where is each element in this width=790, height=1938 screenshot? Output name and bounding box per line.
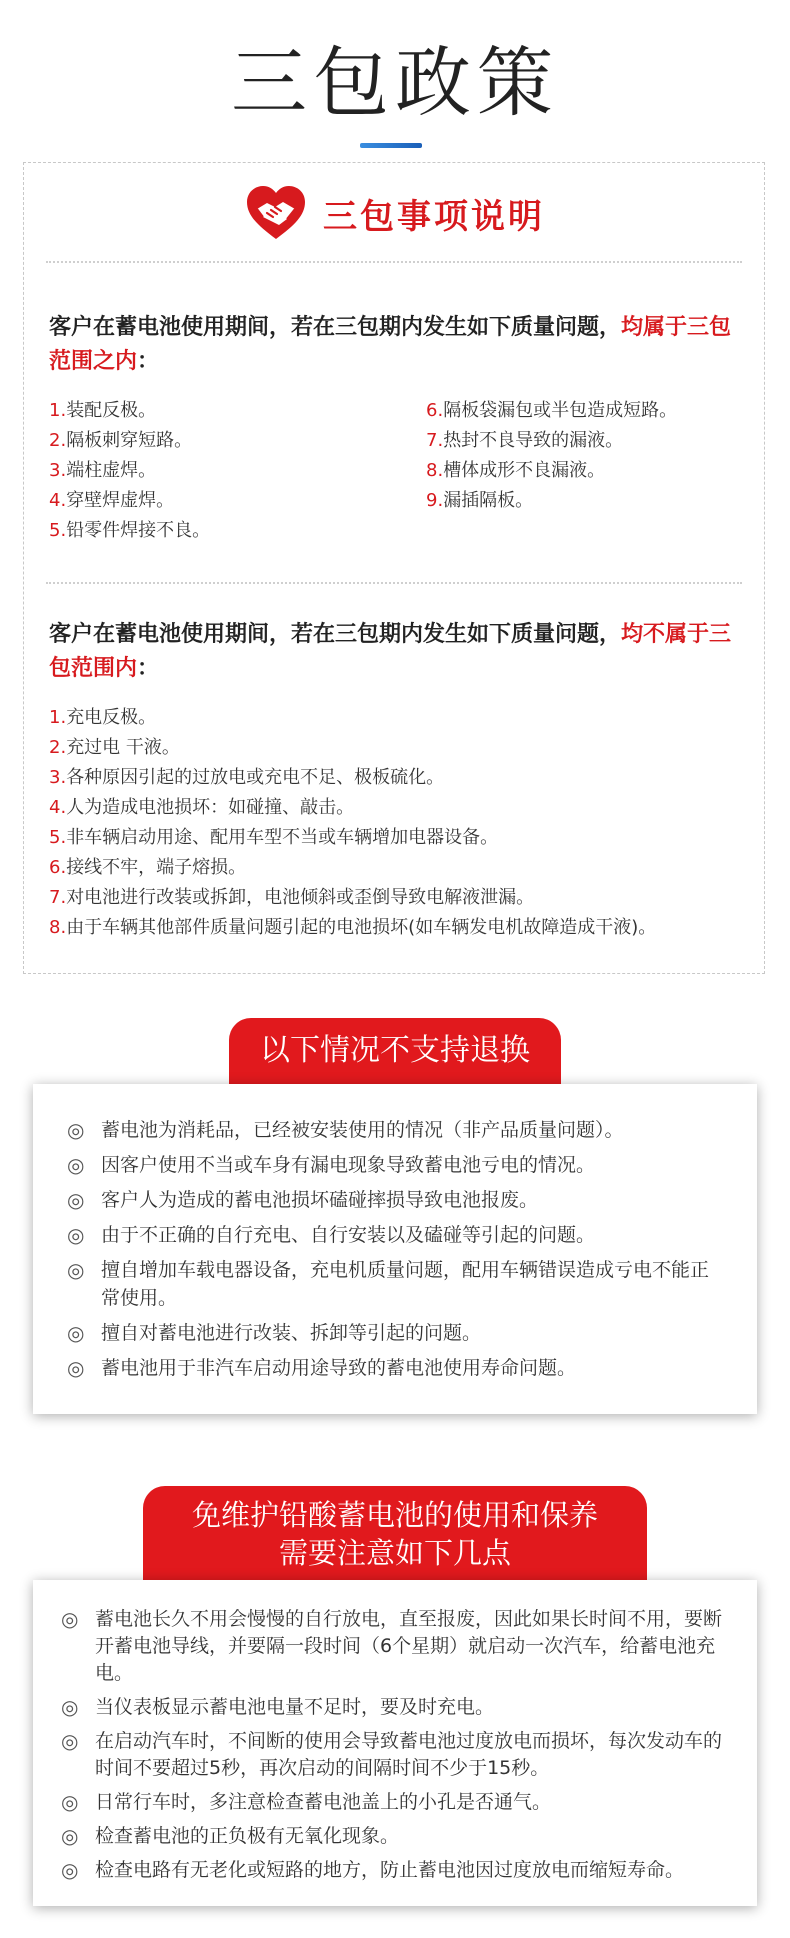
list-item: 7.对电池进行改装或拆卸，电池倾斜或歪倒导致电解液泄漏。: [49, 887, 535, 908]
divider: [46, 261, 742, 263]
list-item: 8.由于车辆其他部件质量问题引起的电池损坏(如车辆发电机故障造成干液)。: [49, 917, 657, 938]
list-item: ◎ 蓄电池为消耗品，已经被安装使用的情况（非产品质量问题）。: [67, 1118, 624, 1142]
maintenance-panel: [33, 1580, 757, 1906]
list-item: 5.非车辆启动用途、配用车型不当或车辆增加电器设备。: [49, 827, 499, 848]
list-item: ◎ 检查蓄电池的正负极有无氧化现象。: [61, 1824, 400, 1848]
circle-bullet-icon: ◎: [67, 1258, 85, 1282]
circle-bullet-icon: ◎: [61, 1607, 79, 1631]
covered-list-left: [49, 396, 369, 546]
list-item: ◎ 蓄电池长久不用会慢慢的自行放电，直至报废，因此如果长时间不用，要断开蓄电池导线，并要隔一段时间（6个星期）就启动一次汽车，给蓄电池充电。: [61, 1607, 723, 1684]
covered-intro-text: 客户在蓄电池使用期间，若在三包期内发生如下质量问题，: [49, 315, 622, 340]
not-covered-intro: [49, 618, 749, 686]
circle-bullet-icon: ◎: [61, 1858, 79, 1882]
list-item: 2.充过电 干液。: [49, 737, 180, 758]
list-item: 4.穿壁焊虚焊。: [49, 490, 175, 511]
not-covered-intro-text: 客户在蓄电池使用期间，若在三包期内发生如下质量问题，: [49, 622, 622, 647]
covered-intro: [49, 311, 749, 379]
no-return-panel: [33, 1084, 757, 1414]
list-item: ◎ 蓄电池用于非汽车启动用途导致的蓄电池使用寿命问题。: [67, 1356, 577, 1380]
circle-bullet-icon: ◎: [61, 1824, 79, 1848]
list-item: 1.充电反极。: [49, 707, 157, 728]
list-item: ◎ 在启动汽车时，不间断的使用会导致蓄电池过度放电而损坏，每次发动车的时间不要超过5秒，再次启动的间隔时间不少于15秒。: [61, 1729, 723, 1779]
list-item: ◎ 擅自对蓄电池进行改装、拆卸等引起的问题。: [67, 1321, 482, 1345]
warranty-heading: 三包事项说明: [323, 196, 545, 237]
list-item: 6.隔板袋漏包或半包造成短路。: [426, 400, 678, 421]
page-title: 三包政策: [231, 38, 559, 127]
title-underline: [360, 143, 422, 148]
list-item: ◎ 因客户使用不当或车身有漏电现象导致蓄电池亏电的情况。: [67, 1153, 596, 1177]
list-item: 2.隔板刺穿短路。: [49, 430, 193, 451]
maintenance-tab-line2: 需要注意如下几点: [278, 1536, 511, 1570]
list-item: 1.装配反极。: [49, 400, 157, 421]
not-covered-intro-suffix: ：: [137, 656, 160, 681]
list-item: 6.接线不牢，端子熔损。: [49, 857, 247, 878]
warranty-heading-row: [24, 183, 764, 243]
list-item: ◎ 客户人为造成的蓄电池损坏磕碰摔损导致电池报废。: [67, 1188, 539, 1212]
list-item: 7.热封不良导致的漏液。: [426, 430, 624, 451]
maintenance-tab-line1: 免维护铅酸蓄电池的使用和保养: [191, 1498, 598, 1532]
not-covered-intro-highlight: 均不属于三包范围内: [49, 622, 732, 681]
heart-handshake-icon: [243, 183, 309, 243]
list-item: ◎ 由于不正确的自行充电、自行安装以及磕碰等引起的问题。: [67, 1223, 596, 1247]
covered-intro-highlight: 均属于三包范围之内: [49, 315, 732, 374]
no-return-list: [67, 1116, 727, 1389]
circle-bullet-icon: ◎: [67, 1118, 85, 1142]
warranty-box: [23, 162, 765, 974]
covered-intro-suffix: ：: [137, 349, 160, 374]
circle-bullet-icon: ◎: [67, 1223, 85, 1247]
circle-bullet-icon: ◎: [61, 1729, 79, 1753]
list-item: ◎ 检查电路有无老化或短路的地方，防止蓄电池因过度放电而缩短寿命。: [61, 1858, 685, 1882]
circle-bullet-icon: ◎: [61, 1695, 79, 1719]
not-covered-list: [49, 703, 749, 943]
list-item: ◎ 日常行车时，多注意检查蓄电池盖上的小孔是否通气。: [61, 1790, 552, 1814]
list-item: 3.端柱虚焊。: [49, 460, 157, 481]
no-return-tab: 以下情况不支持退换: [229, 1018, 561, 1084]
circle-bullet-icon: ◎: [67, 1188, 85, 1212]
maintenance-list: [61, 1606, 731, 1891]
list-item: 4.人为造成电池损坏：如碰撞、敲击。: [49, 797, 355, 818]
circle-bullet-icon: ◎: [67, 1321, 85, 1345]
circle-bullet-icon: ◎: [67, 1356, 85, 1380]
list-item: ◎ 擅自增加车载电器设备，充电机质量问题，配用车辆错误造成亏电不能正常使用。: [67, 1258, 710, 1309]
circle-bullet-icon: ◎: [61, 1790, 79, 1814]
list-item: 8.槽体成形不良漏液。: [426, 460, 606, 481]
circle-bullet-icon: ◎: [67, 1153, 85, 1177]
list-item: ◎ 当仪表板显示蓄电池电量不足时，要及时充电。: [61, 1695, 495, 1719]
covered-list-right: [426, 396, 746, 516]
list-item: 5.铅零件焊接不良。: [49, 520, 211, 541]
maintenance-tab: [143, 1486, 647, 1580]
list-item: 9.漏插隔板。: [426, 490, 534, 511]
list-item: 3.各种原因引起的过放电或充电不足、极板硫化。: [49, 767, 445, 788]
divider: [46, 582, 742, 584]
